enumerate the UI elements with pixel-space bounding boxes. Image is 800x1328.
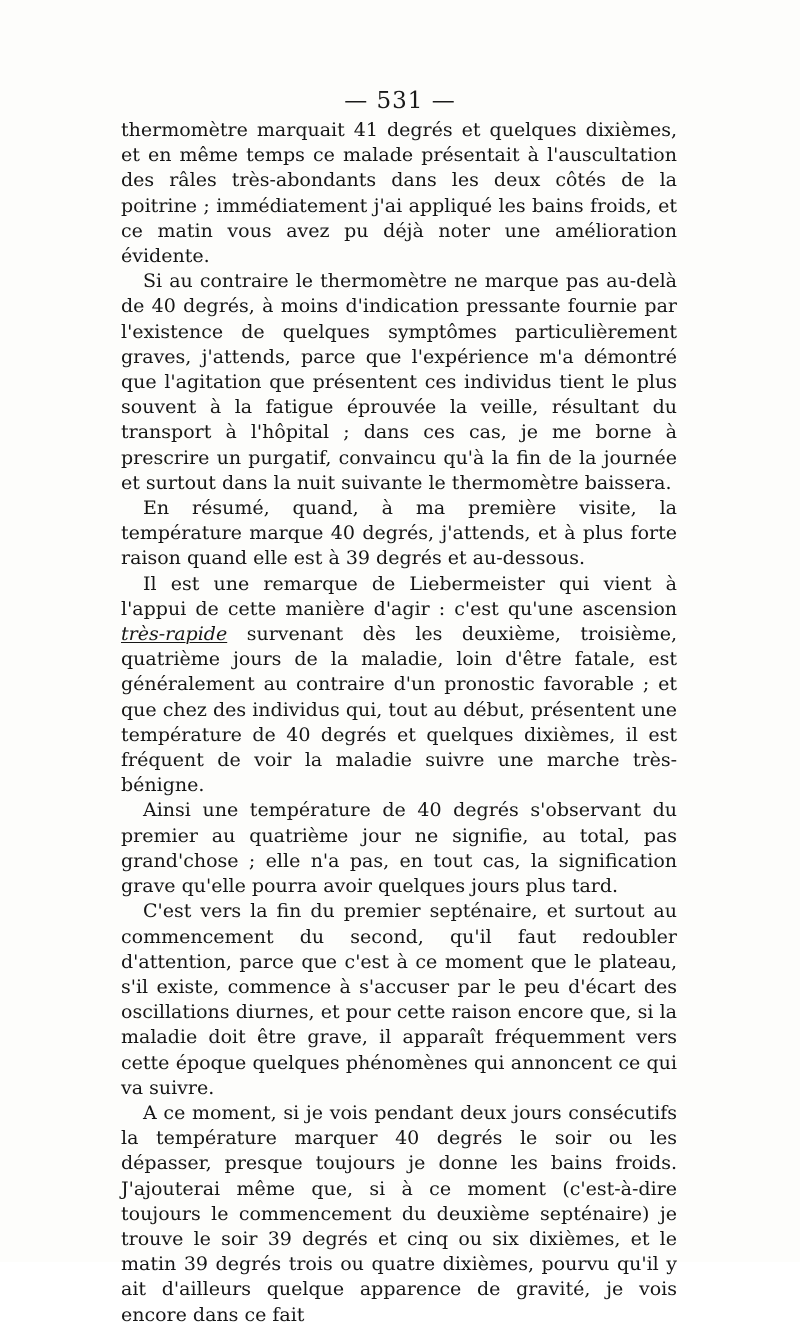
paragraph-5: Ainsi une température de 40 degrés s'observant du premier au quatrième jour ne signifie, au total, pas grand'chose ; elle n'a pas, en tout cas, la signification grave qu'elle pourra avoir quelques jours plus tard.: [121, 799, 677, 898]
page-number: — 531 —: [344, 88, 456, 114]
paragraph-4-end: survenant dès les deuxième, troisième, quatrième jours de la maladie, loin d'être fatale, est généralement au contraire d'un pronostic favorable ; et que chez des individus qui, tout au début, présentent une température de 40 degrés et quelques dixièmes, il est fréquent de voir la maladie suivre une marche très-bénigne.: [121, 623, 677, 797]
paragraph-4: [121, 572, 677, 799]
paragraph-4-start: Il est une remarque de Liebermeister qui vient à l'appui de cette manière d'agir : c'est qu'une ascension: [121, 572, 677, 620]
paragraph-7: A ce moment, si je vois pendant deux jours consécutifs la température marquer 40 degrés le soir ou les dépasser, presque toujours je donne les bains froids. J'ajouterai même que, si à ce moment (c'est-à-dire toujours le commencement du deuxième septénaire) je trouve le soir 39 degrés et cinq ou six dixièmes, et le matin 39 degrés trois ou quatre dixièmes, pourvu qu'il y ait d'ailleurs quelque apparence de gravité, je vois encore dans ce fait: [121, 1101, 677, 1326]
paragraph-3: En résumé, quand, à ma première visite, la température marque 40 degrés, j'attends, et à plus forte raison quand elle est à 39 degrés et au-dessous.: [121, 497, 677, 570]
body-text: [121, 118, 677, 1328]
paragraph-2: Si au contraire le thermomètre ne marque pas au-delà de 40 degrés, à moins d'indication pressante fournie par l'existence de quelques symptômes particulièrement graves, j'attends, parce que l'expérience m'a démontré que l'agitation que présentent ces individus tient le plus souvent à la fatigue éprouvée la veille, résultant du transport à l'hôpital ; dans ces cas, je me borne à prescrire un purgatif, convaincu qu'à la fin de la journée et surtout dans la nuit suivante le thermomètre baissera.: [121, 270, 677, 494]
paragraph-1: thermomètre marquait 41 degrés et quelques dixièmes, et en même temps ce malade présentait à l'auscultation des râles très-abondants dans les deux côtés de la poitrine ; immédiatement j'ai appliqué les bains froids, et ce matin vous avez pu déjà noter une amélioration évidente.: [121, 119, 677, 268]
paragraph-6: C'est vers la fin du premier septénaire, et surtout au commencement du second, qu'il faut redoubler d'attention, parce que c'est à ce moment que le plateau, s'il existe, commence à s'accuser par le peu d'écart des oscillations diurnes, et pour cette raison encore que, si la maladie doit être grave, il apparaît fréquemment vers cette époque quelques phénomènes qui annoncent ce qui va suivre.: [121, 900, 677, 1099]
emphasized-term: très-rapide: [121, 623, 228, 646]
